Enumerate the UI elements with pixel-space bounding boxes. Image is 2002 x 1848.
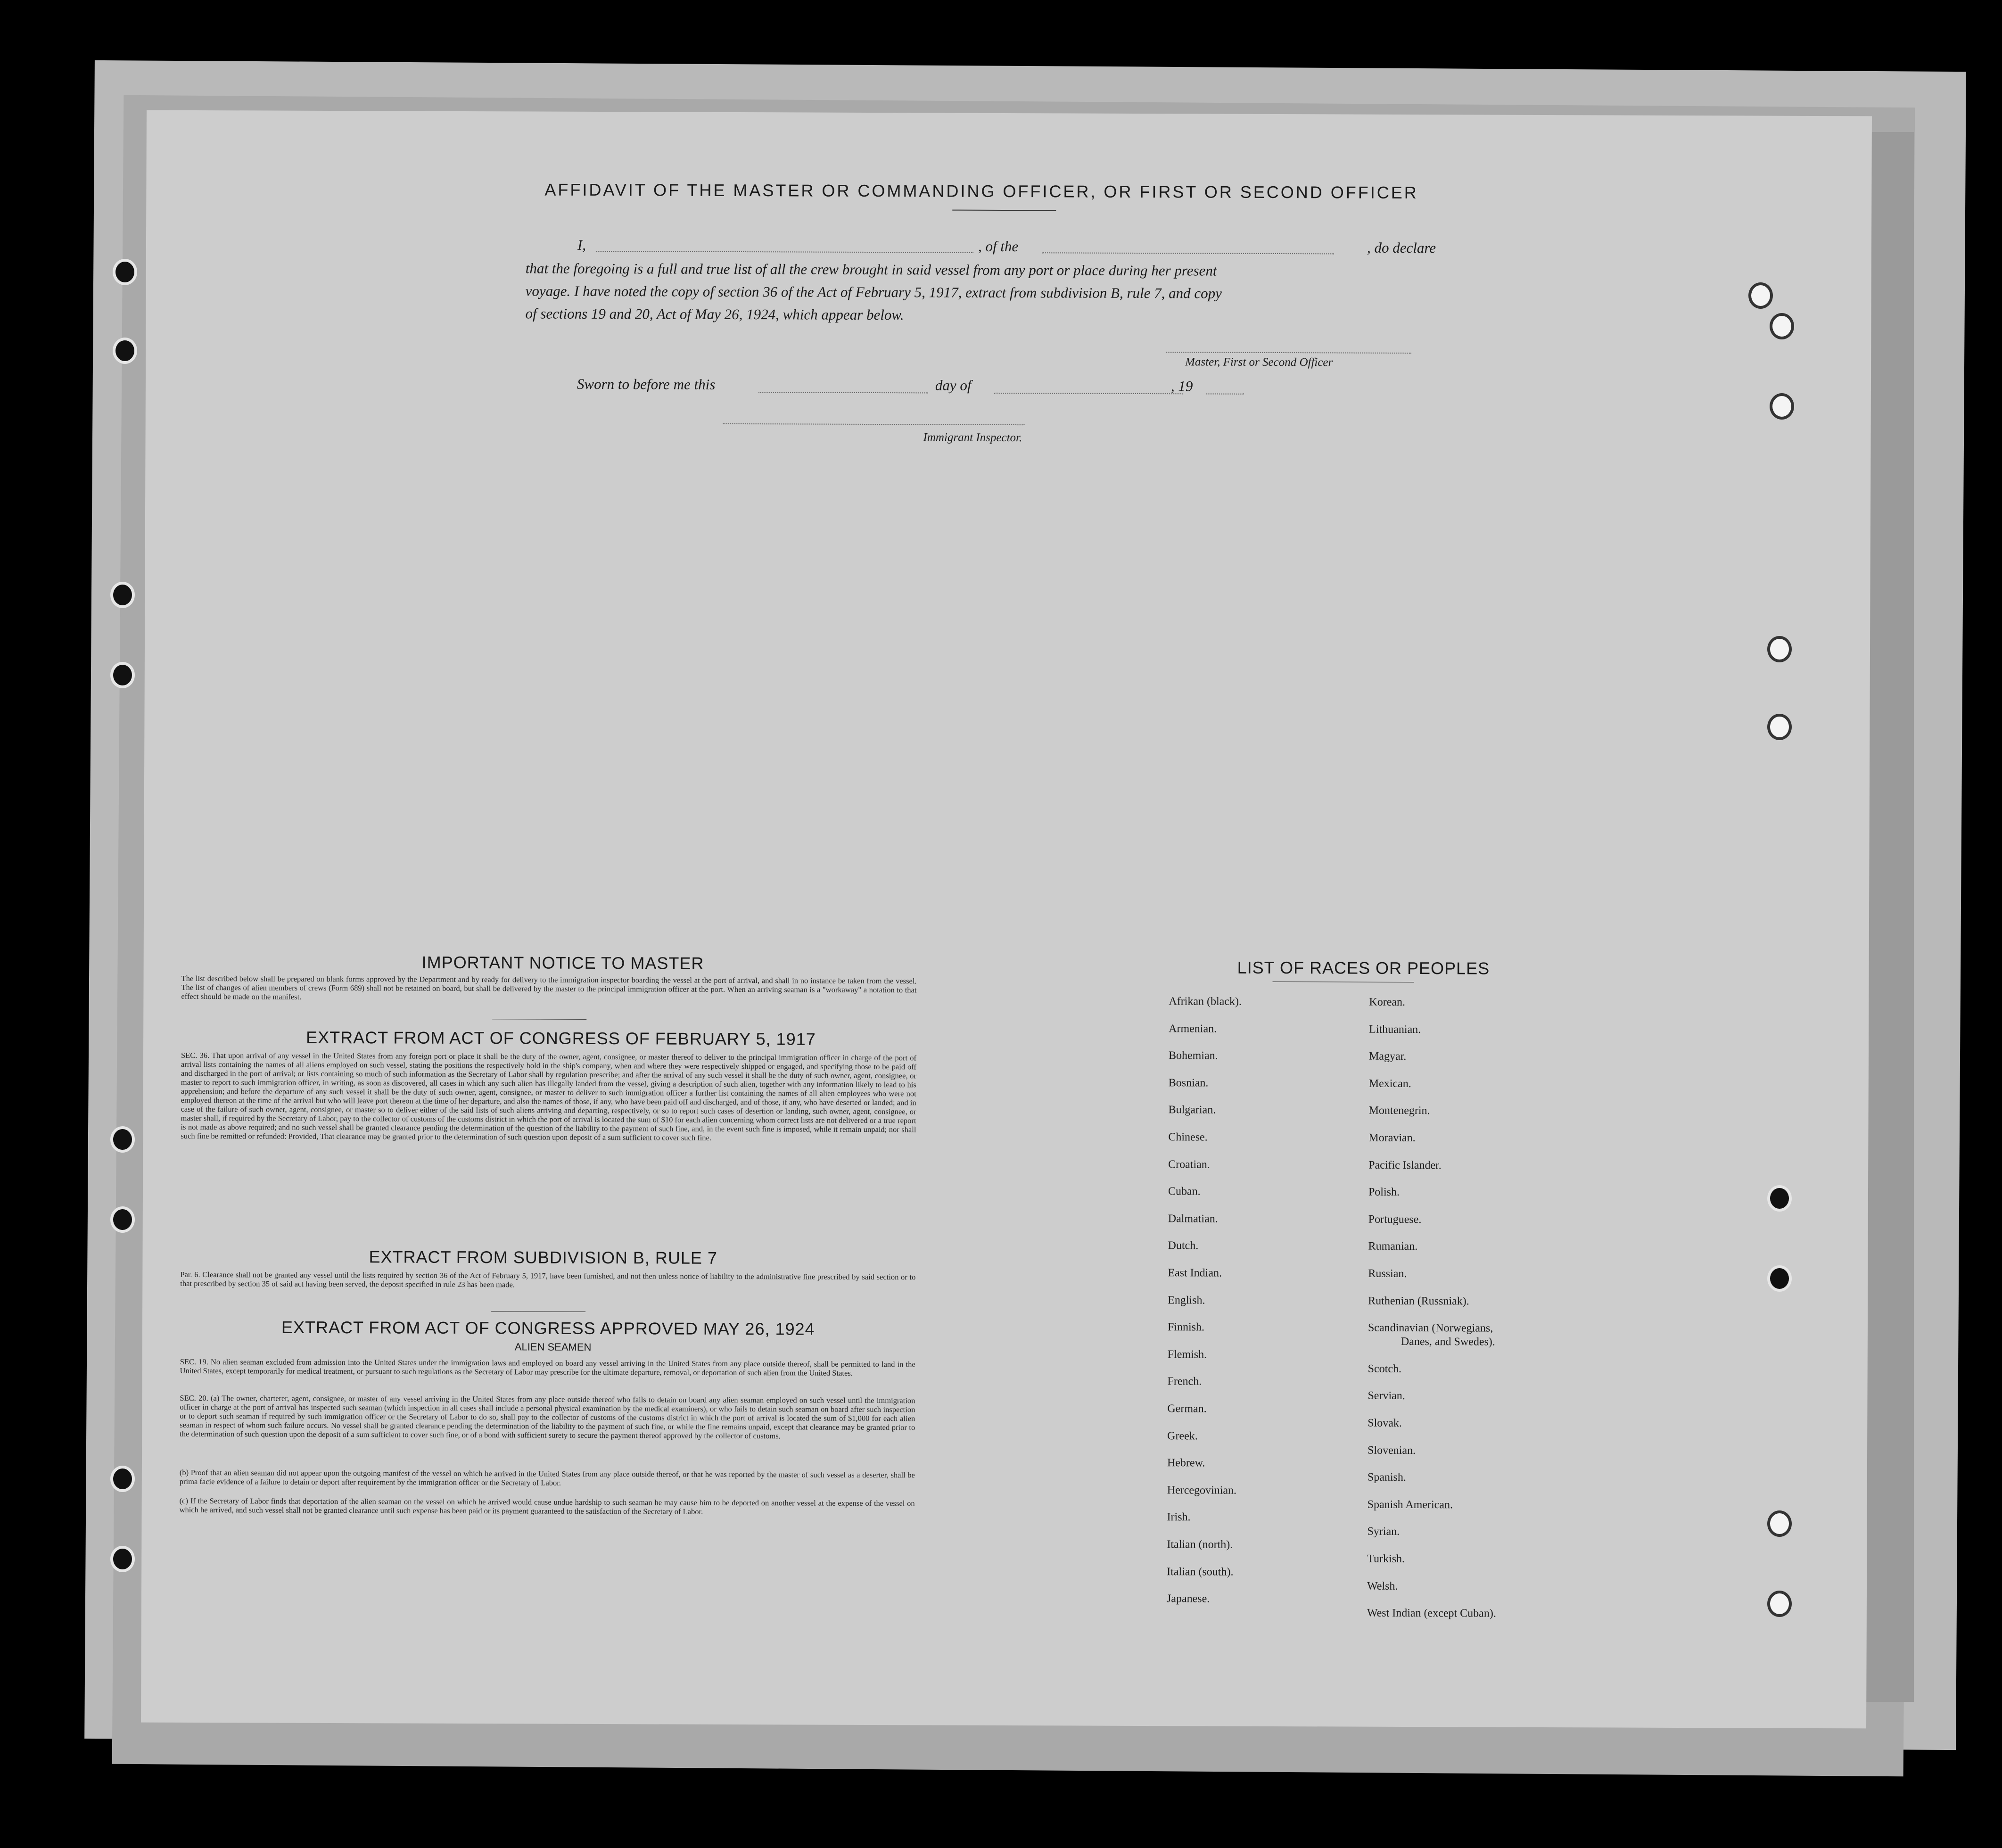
declarant-name-field[interactable] [596, 251, 973, 253]
race-item: English. [1168, 1294, 1205, 1307]
race-item: French. [1167, 1375, 1202, 1388]
binding-hole [113, 665, 132, 685]
race-item: Slovenian. [1368, 1444, 1416, 1457]
race-item: Irish. [1167, 1511, 1191, 1524]
race-item: Russian. [1368, 1267, 1407, 1280]
extract-1917-title: EXTRACT FROM ACT OF CONGRESS OF FEBRUARY 5, 1917 [306, 1027, 816, 1049]
race-item: Armenian. [1169, 1022, 1217, 1035]
vessel-prefix: , of the [978, 238, 1019, 255]
declare-suffix: , do declare [1367, 239, 1436, 256]
inspector-signature-field[interactable] [723, 423, 1025, 425]
race-item: Portuguese. [1368, 1213, 1422, 1226]
inspector-label: Immigrant Inspector. [923, 431, 1022, 445]
binding-hole [1770, 1593, 1789, 1614]
affidavit-line-3: voyage. I have noted the copy of section 36 of the Act of February 5, 1917, extract from subdivision B, rule 7, and copy [525, 282, 1222, 302]
sec-19-text: SEC. 19. No alien seaman excluded from admission into the United States under the immigration laws and employed on board any vessel arriving in the United States from any place outside thereof, shall be permitted to land in the United States, except temporarily for medical treatment, or pursuant to such regulations as the Secretary of Labor may prescribe for the ultimate departure, removal, or deportation of such alien from the United States. [180, 1357, 915, 1378]
race-item: Bosnian. [1168, 1076, 1209, 1089]
binding-hole [113, 1209, 132, 1230]
race-item: Afrikan (black). [1169, 995, 1242, 1008]
binding-hole [113, 1468, 132, 1489]
race-item: East Indian. [1168, 1267, 1222, 1279]
extract-1917-text: SEC. 36. That upon arrival of any vessel in the United States from any foreign port or place it shall be the duty of the owner, agent, consignee, or master thereof to deliver to the principal immigration officer in charge of the port of arrival lists containing the names of all aliens employed on such vessel, stating the positions the respectively hold in the ship's company, when and where they were respectively shipped or engaged, and specifying those to be paid off and discharged in the port of arrival; or lists containing so much of such information as the Secretary of Labor shall by regulation prescribe; and after the arrival of any such vessel it shall be the duty of such owner, agent, consignee, or master to report to such immigration officer, in writing, as soon as discovered, all cases in which any such alien has illegally landed from the vessel, giving a description of such alien, together with any information likely to lead to his apprehension; and before the departure of any such vessel it shall be the duty of such owner, agent, consignee, or master to deliver to such immigration officer a further list containing the names of all alien employees who were not employed thereon at the time of the arrival but who will leave port thereon at the time of her departure, and also the names of those, if any, who have been paid off and discharged, and of those, if any, who have deserted or landed; and in case of the failure of such owner, agent, consignee, or master so to deliver either of the said lists of such aliens arriving and departing, respectively, or so to report such cases of desertion or landing, such owner, agent, consignee, or master shall, if required by the Secretary of Labor, pay to the collector of customs of the customs district in which the port of arrival is located the sum of $10 for each alien concerning whom correct lists are not delivered or a true report is not made as above required; and no such vessel shall be granted clearance pending the determination of the question of the liability to the payment of such fine, and, in the event such fine is imposed, while it remain unpaid; nor shall such fine be remitted or refunded: Provided, That clearance may be granted prior to the determination of such question upon deposit of a sum sufficient to cover such fine. [181, 1050, 917, 1142]
race-item: Italian (north). [1167, 1538, 1233, 1551]
affidavit-line-2: that the foregoing is a full and true list of all the crew brought in said vessel from any port or place during her present [525, 260, 1217, 279]
form-sheet [141, 110, 1872, 1729]
race-item: Polish. [1368, 1186, 1400, 1199]
race-item: Dutch. [1168, 1239, 1199, 1252]
race-item: Croatian. [1168, 1158, 1210, 1171]
race-item: Dalmatian. [1168, 1212, 1218, 1225]
binding-hole [113, 1549, 132, 1569]
race-item: Italian (south). [1167, 1565, 1234, 1578]
officer-signature-field[interactable] [1166, 352, 1411, 354]
race-item: Magyar. [1368, 1050, 1407, 1063]
sworn-month-field[interactable] [994, 393, 1183, 394]
binding-hole [113, 1129, 132, 1150]
extract-1924-subtitle: ALIEN SEAMEN [514, 1341, 592, 1353]
notice-rule [492, 1019, 586, 1020]
race-item: German. [1167, 1402, 1207, 1415]
binding-hole [113, 585, 132, 605]
binding-hole [1772, 316, 1791, 337]
race-item: Bulgarian. [1168, 1104, 1216, 1116]
binding-hole [1772, 396, 1791, 417]
extract-1924-title: EXTRACT FROM ACT OF CONGRESS APPROVED MAY 26, 1924 [281, 1317, 815, 1339]
race-item: Japanese. [1166, 1592, 1210, 1605]
race-item: Scotch. [1368, 1362, 1402, 1375]
rule7-title: EXTRACT FROM SUBDIVISION B, RULE 7 [369, 1247, 718, 1268]
title-rule [952, 210, 1056, 211]
vessel-name-field[interactable] [1042, 252, 1334, 254]
race-item: Servian. [1368, 1390, 1405, 1402]
notice-text: The list described below shall be prepared on blank forms approved by the Department and by ready for delivery to the immigration inspector boarding the vessel at the port of arrival, and shall in no instance be taken from the vessel. The list of changes of alien members of crews (Form 689) shall not be retained on board, but shall be delivered by the master to the principal immigration officer at the port. When an arriving seaman is a "workaway" a notation to that effect should be made on the manifest. [181, 974, 917, 1001]
race-item: Rumanian. [1368, 1240, 1418, 1253]
race-item: Flemish. [1167, 1348, 1207, 1361]
notice-title: IMPORTANT NOTICE TO MASTER [421, 952, 704, 973]
race-item: Cuban. [1168, 1185, 1201, 1198]
race-item: Spanish American. [1367, 1498, 1453, 1511]
officer-label: Master, First or Second Officer [1185, 355, 1333, 369]
binding-hole [1770, 1268, 1789, 1289]
sworn-text: Sworn to before me this [577, 375, 716, 393]
year-prefix: , 19 [1170, 378, 1193, 395]
race-item: Ruthenian (Russniak). [1368, 1295, 1469, 1308]
binding-hole [115, 262, 134, 282]
sec-20c-text: (c) If the Secretary of Labor finds that deportation of the alien seaman on the vessel on which he arrived would cause undue hardship to such seaman he may cause him to be deported on another vessel at the expense of the vessel on which he arrived, and such vessel shall not be granted clearance until such expense has been paid or its payment guaranteed to the satisfaction of the Secretary of Labor. [179, 1496, 915, 1516]
race-item: Greek. [1167, 1429, 1198, 1443]
race-item: Spanish. [1367, 1471, 1406, 1484]
race-item: Slovak. [1368, 1417, 1402, 1429]
sec-20a-text: SEC. 20. (a) The owner, charterer, agent, consignee, or master of any vessel arriving in the United States from any place outside thereof who fails to detain on board any alien seaman employed on such vessel until the immigration officer in charge at the port of arrival has inspected such seaman (which inspection in all cases shall include a personal physical examination by the medical examiners), or who fails to detain such seaman on board after such inspection or to deport such seaman if required by such immigration officer or the Secretary of Labor to do so, shall pay to the collector of customs of the customs district in which the port of arrival is located the sum of $1,000 for each alien seaman in respect of whom such failure occurs. No vessel shall be granted clearance pending the determination of the liability to the payment of such fine, or while the fine remains unpaid, except that clearance may be granted prior to the determination of such question upon the deposit of a sum sufficient to cover such fine, or of a bond with sufficient surety to secure the payment thereof approved by the collector of customs. [180, 1393, 915, 1441]
declarant-prefix: I, [577, 236, 586, 253]
sworn-year-field[interactable] [1206, 393, 1244, 394]
binding-hole [1751, 285, 1770, 306]
binding-hole [1770, 1513, 1789, 1534]
day-of-text: day of [935, 377, 972, 394]
affidavit-title: AFFIDAVIT OF THE MASTER OR COMMANDING OFFICER, OR FIRST OR SECOND OFFICER [544, 180, 1418, 203]
race-item: Lithuanian. [1369, 1023, 1421, 1036]
race-item: Moravian. [1368, 1131, 1416, 1145]
race-item: Finnish. [1167, 1321, 1205, 1334]
race-item: Scandinavian (Norwegians, [1368, 1321, 1493, 1335]
race-item: Montenegrin. [1368, 1105, 1430, 1117]
binding-hole [1770, 639, 1789, 660]
races-title: LIST OF RACES OR PEOPLES [1237, 957, 1490, 978]
race-item: Chinese. [1168, 1131, 1208, 1144]
binding-hole [1770, 1188, 1789, 1209]
race-item: Mexican. [1368, 1077, 1411, 1090]
binding-hole [1770, 717, 1789, 737]
race-item: Syrian. [1367, 1526, 1400, 1538]
binding-hole [115, 340, 134, 361]
race-item: Danes, and Swedes). [1401, 1336, 1495, 1348]
race-item: West Indian (except Cuban). [1367, 1607, 1496, 1620]
sworn-day-field[interactable] [758, 392, 928, 393]
race-item: Korean. [1369, 996, 1406, 1008]
sec-20b-text: (b) Proof that an alien seaman did not appear upon the outgoing manifest of the vessel on which he arrived in the United States from any place outside thereof, or that he was reported by the master of such vessel as a deserter, shall be prima facie evidence of a failure to detain or deport after requirement by the immigration officer or the Secretary of Labor. [179, 1468, 915, 1487]
rule7-text: Par. 6. Clearance shall not be granted any vessel until the lists required by section 36 of the Act of February 5, 1917, have been furnished, and not then unless notice of liability to the administrative fine prescribed by said section or to that prescribed by section 35 of said act having been served, the deposit specified in rule 23 has been made. [180, 1270, 916, 1289]
race-item: Hercegovinian. [1167, 1484, 1237, 1497]
race-item: Pacific Islander. [1368, 1159, 1442, 1172]
race-item: Hebrew. [1167, 1457, 1205, 1469]
affidavit-line-4: of sections 19 and 20, Act of May 26, 1924, which appear below. [525, 305, 904, 323]
rule7-rule [491, 1311, 585, 1312]
race-item: Bohemian. [1168, 1049, 1218, 1062]
race-item: Turkish. [1367, 1552, 1405, 1565]
race-item: Welsh. [1367, 1580, 1398, 1592]
